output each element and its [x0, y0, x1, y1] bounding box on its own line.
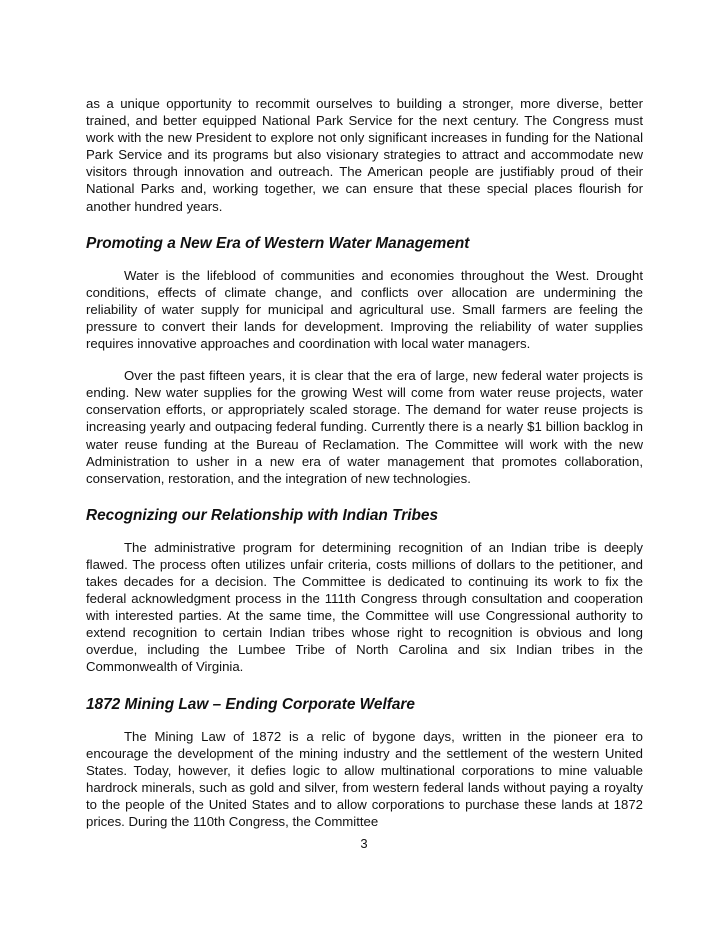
section-heading-western-water: Promoting a New Era of Western Water Management: [86, 234, 470, 252]
body-paragraph-tribal-recognition: The administrative program for determining recognition of an Indian tribe is deeply flawed. The process often utilizes unfair criteria, costs millions of dollars to the petitioner, and takes decades for a decision. The Committee is dedicated to continuing its work to fix the federal acknowledgment process in the 111th Congress through consultation and cooperation with interested parties. At the same time, the Committee will use Congressional authority to extend recognition to certain Indian tribes whose right to recognition is obvious and long overdue, including the Lumbee Tribe of North Carolina and six Indian tribes in the Commonwealth of Virginia.: [86, 539, 643, 675]
document-page: [86, 95, 643, 830]
body-paragraph-water-lifeblood: Water is the lifeblood of communities and economies throughout the West. Drought conditions, effects of climate change, and conflicts over allocation are undermining the reliability of water supply for municipal and agricultural use. Small farmers are feeling the pressure to convert their lands for development. Improving the reliability of water supplies requires innovative approaches and coordination with local water managers.: [86, 267, 643, 352]
page-number: 3: [360, 836, 368, 851]
section-heading-mining-law: 1872 Mining Law – Ending Corporate Welfare: [86, 695, 415, 713]
section-heading-indian-tribes: Recognizing our Relationship with Indian Tribes: [86, 506, 439, 524]
body-paragraph-water-projects: Over the past fifteen years, it is clear that the era of large, new federal water projects is ending. New water supplies for the growing West will come from water reuse projects, water conservation efforts, or appropriately scaled storage. The demand for water reuse projects is increasing yearly and outpacing federal funding. Currently there is a nearly $1 billion backlog in water reuse funding at the Bureau of Reclamation. The Committee will work with the new Administration to usher in a new era of water management that promotes collaboration, conservation, restoration, and the integration of new technologies.: [86, 368, 643, 486]
body-paragraph-national-parks: as a unique opportunity to recommit ourselves to building a stronger, more diverse, better trained, and better equipped National Park Service for the next century. The Congress must work with the new President to explore not only significant increases in funding for the National Park Service and its programs but also visionary strategies to attract and accommodate new visitors through innovation and outreach. The American people are justifiably proud of their National Parks and, working together, we can ensure that these special places flourish for another hundred years.: [86, 96, 643, 214]
body-paragraph-mining-law: The Mining Law of 1872 is a relic of bygone days, written in the pioneer era to encourage the development of the mining industry and the settlement of the western United States. Today, however, it defies logic to allow multinational corporations to mine valuable hardrock minerals, such as gold and silver, from western federal lands without paying a royalty to the people of the United States and to allow corporations to purchase these lands at 1872 prices. During the 110th Congress, the Committee: [86, 728, 643, 829]
